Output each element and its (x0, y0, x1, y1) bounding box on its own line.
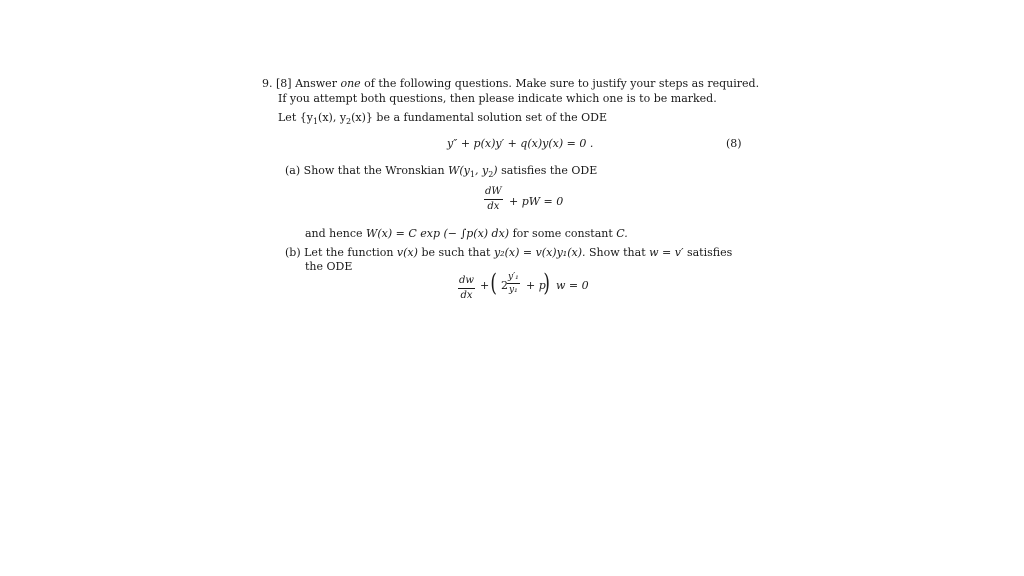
fraction-inner (507, 272, 520, 295)
ode-equation: y″ + p(x)y′ + q(x)y(x) = 0 . (447, 137, 594, 150)
question-intro-line-2 (278, 92, 717, 106)
part-b-two: 2 (501, 279, 508, 292)
hence-constant: C. (616, 227, 628, 240)
part-a-equation-rest: + pW = 0 (509, 195, 564, 208)
let-text-b: (x), y (318, 111, 347, 124)
right-paren: ) (543, 269, 550, 297)
fraction-inner-denominator: y₁ (509, 285, 518, 295)
left-paren: ( (490, 269, 497, 297)
fraction-numerator: dW (485, 186, 502, 197)
let-statement: Let {$y_1(x)$, $y_2(x)$} be a fundamental solution set of the ODE (278, 111, 608, 127)
part-b-statement (285, 246, 732, 260)
let-text-c: (x)} be a fundamental solution set of the ODE (351, 111, 608, 124)
intro-text-line2: If you attempt both questions, then please indicate which one is to be marked. (278, 92, 717, 105)
intro-emphasis-one: one (340, 77, 361, 90)
part-b-text-d: satisfies (686, 246, 733, 259)
fraction-b-bar (458, 288, 475, 289)
question-number: 9. (262, 77, 273, 90)
part-b-w-definition: w = v′ (649, 246, 684, 259)
part-a-label: (a) (285, 164, 301, 177)
hence-text-a: and hence (305, 227, 363, 240)
question-marks: [8] (276, 77, 292, 90)
part-b-text-b: be such that (421, 246, 491, 259)
fraction-b-numerator: dw (459, 275, 474, 286)
part-b-equation-rest: w = 0 (556, 279, 589, 292)
fraction-inner-bar (507, 283, 520, 284)
part-b-label: (b) (285, 246, 301, 259)
fraction-dw-dx-b (458, 275, 475, 302)
part-b-plus-p: + p (526, 279, 546, 292)
fraction-denominator: dx (487, 201, 500, 212)
ode-tag: (8) (726, 137, 742, 150)
fraction-b-denominator: dx (460, 290, 473, 301)
fraction-dw-dx (484, 186, 503, 213)
hence-statement (305, 227, 628, 241)
part-b-plus: + (480, 279, 490, 292)
part-a-statement (285, 164, 597, 178)
hence-formula: W(x) = C exp (− ∫p(x) dx) (366, 227, 510, 240)
part-a-text-b: satisfies the ODE (501, 164, 598, 177)
part-b-line-2: the ODE (305, 260, 353, 273)
part-b-text-c: Show that (588, 246, 646, 259)
wronskian-symbol: $W(y_1$, $y_2$) (448, 164, 498, 180)
intro-text-b: of the following questions. Make sure to justify your steps as required. (364, 77, 760, 90)
part-a-text-a: Show that the Wronskian (303, 164, 445, 177)
part-b-v-function: v(x) (396, 246, 418, 259)
let-text-a: Let {y (278, 111, 313, 124)
part-b-relation: y₂(x) = v(x)y₁(x). (493, 246, 586, 259)
fraction-inner-numerator: y′₁ (508, 272, 519, 282)
part-b-text-a: Let the function (304, 246, 394, 259)
hence-text-b: for some constant (512, 227, 613, 240)
intro-text-a: Answer (295, 77, 337, 90)
fraction-bar (484, 199, 503, 200)
question-intro-line (262, 77, 759, 91)
